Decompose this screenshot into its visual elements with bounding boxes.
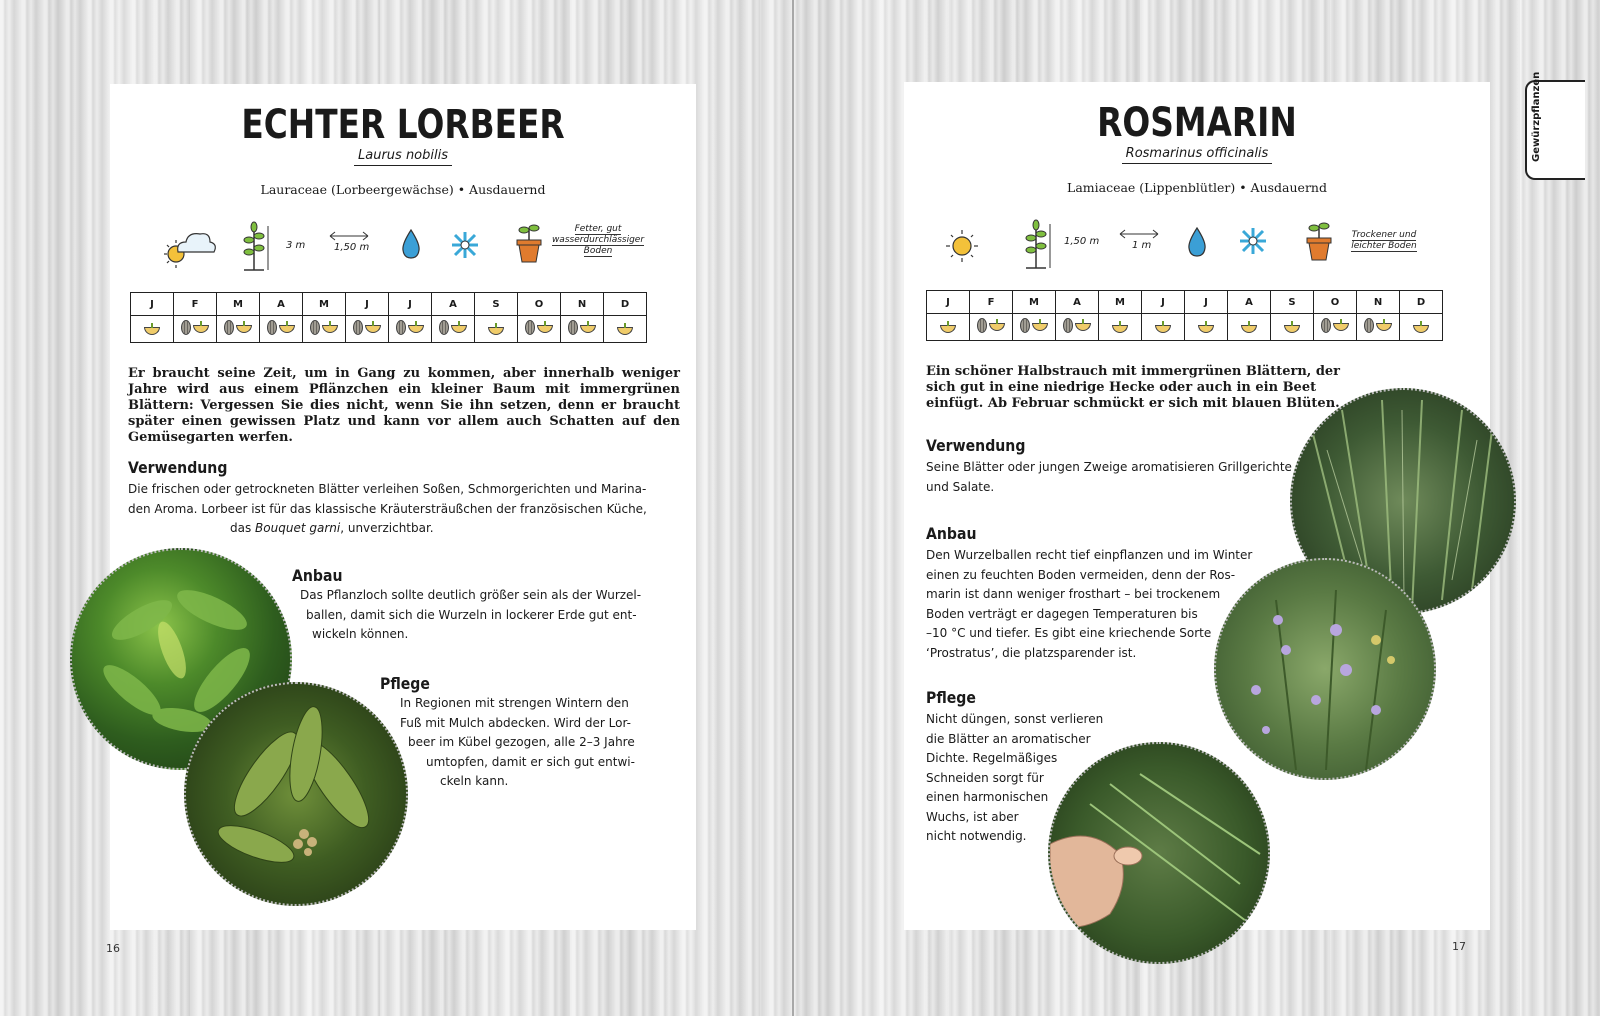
plant-family: Lauraceae (Lorbeergewächse) • Ausdauernd [260, 182, 546, 197]
calendar-cell [970, 314, 1013, 341]
sun-icon [944, 228, 980, 264]
seed-icon [525, 320, 535, 335]
width-arrow-icon [1118, 228, 1160, 240]
seedling-pot-icon [488, 323, 504, 335]
page-title: ROSMARIN [1097, 100, 1297, 146]
seed-icon [1321, 318, 1331, 333]
seedling-pot-icon [322, 321, 338, 333]
calendar-month: N [561, 293, 604, 316]
calendar-month: N [1357, 291, 1400, 314]
height-value: 1,50 m [1064, 236, 1100, 247]
care-icons [110, 220, 696, 280]
calendar-month: J [1185, 291, 1228, 314]
soil-note: Fetter, gut wasserdurchlässiger Boden [551, 224, 645, 256]
seedling-pot-icon [1032, 319, 1048, 331]
calendar-cell [561, 316, 604, 343]
intro-text: Ein schöner Halbstrauch mit immergrünen Blättern, der sich gut in eine niedrige Hecke oder auch in ein Beet einfügt. Ab Februar schmückt er sich mit blauen Blüten. [926, 364, 1341, 411]
verwendung-text: Seine Blätter oder jungen Zweige aromatisieren Grillgerichte und Salate. [926, 460, 1292, 494]
calendar-cell [1314, 314, 1357, 341]
sowing-calendar [130, 292, 647, 343]
pflege-heading: Pflege [380, 674, 430, 693]
calendar-cell [1357, 314, 1400, 341]
page-number: 16 [106, 942, 120, 955]
width-value: 1 m [1132, 240, 1152, 251]
intro-text: Er braucht seine Zeit, um in Gang zu kommen, aber innerhalb weniger Jahre wird aus einem Pflänzchen ein kleiner Baum mit immergrünen Blättern: Vergessen Sie dies nicht, wenn Sie ihn setzen, denn er braucht später einen gewissen Platz und kann vor allem auch Schatten auf den Gemüsegarten werfen. [128, 366, 680, 445]
seedling-pot-icon [1376, 319, 1392, 331]
calendar-month: J [389, 293, 432, 316]
seedling-pot-icon [1284, 321, 1300, 333]
verwendung-heading: Verwendung [926, 436, 1026, 455]
seedling-pot-icon [537, 321, 553, 333]
calendar-cell [346, 316, 389, 343]
rosemary-flowers-photo [1214, 558, 1436, 780]
seedling-pot-icon [365, 321, 381, 333]
water-drop-icon [1186, 226, 1208, 258]
seed-icon [181, 320, 191, 335]
pot-icon [1304, 220, 1334, 262]
calendar-cell [1271, 314, 1314, 341]
seedling-pot-icon [1198, 321, 1214, 333]
plant-family: Lamiaceae (Lippenblütler) • Ausdauernd [1067, 180, 1327, 195]
seedling-pot-icon [193, 321, 209, 333]
calendar-cell [1400, 314, 1443, 341]
calendar-month: A [260, 293, 303, 316]
calendar-cell [1228, 314, 1271, 341]
soil-note: Trockener und leichter Boden [1351, 230, 1417, 251]
seed-icon [1364, 318, 1374, 333]
calendar-cell [927, 314, 970, 341]
leaf-pattern [186, 684, 408, 906]
calendar-month: M [217, 293, 260, 316]
calendar-month: J [131, 293, 174, 316]
bay-branch-photo [184, 682, 408, 906]
calendar-cell [217, 316, 260, 343]
calendar-month: A [432, 293, 475, 316]
pflege-text: In Regionen mit strengen Wintern den Fuß mit Mulch abdecken. Wird der Lor- beer im Kübel gezogen, alle 2–3 Jahre umtopfen, damit er sich gut entwi- ckeln kann. [400, 696, 635, 788]
width-value: 1,50 m [334, 242, 370, 253]
water-drop-icon [400, 228, 422, 260]
calendar-month: O [518, 293, 561, 316]
seedling-pot-icon [451, 321, 467, 333]
seedling-pot-icon [1155, 321, 1171, 333]
calendar-cell [174, 316, 217, 343]
page-title: ECHTER LORBEER [241, 102, 565, 148]
flower-pattern [1216, 560, 1436, 780]
calendar-cell [604, 316, 647, 343]
calendar-month: M [303, 293, 346, 316]
calendar-cell [1056, 314, 1099, 341]
anbau-text: Den Wurzelballen recht tief einpflanzen und im Winter einen zu feuchten Boden vermeiden, denn der Ros- marin ist dann weniger frosthart – bei trockenem Boden verträgt er dagegen Temperaturen bis –10 °C und tiefer. Es gibt eine kriechende Sorte ‘Prostratus’, die platzsparender ist. [926, 548, 1253, 660]
width-arrow-icon [328, 230, 370, 242]
seed-icon [267, 320, 277, 335]
seed-icon [224, 320, 234, 335]
pflege-heading: Pflege [926, 688, 976, 707]
calendar-month: M [1099, 291, 1142, 314]
calendar-cell [518, 316, 561, 343]
seed-icon [977, 318, 987, 333]
calendar-cell [475, 316, 518, 343]
snowflake-icon [1238, 226, 1268, 256]
seedling-pot-icon [1241, 321, 1257, 333]
calendar-month: J [346, 293, 389, 316]
verwendung-text: Die frischen oder getrockneten Blätter verleihen Soßen, Schmorgerichten und Marina- den Aroma. Lorbeer ist für das klassische Kräutersträußchen der französischen Küche, das Bouquet garni, unverzichtbar. [128, 482, 647, 535]
seedling-pot-icon [408, 321, 424, 333]
seed-icon [396, 320, 406, 335]
anbau-text: Das Pflanzloch sollte deutlich größer sein als der Wurzel- ballen, damit sich die Wurzeln in lockerer Erde gut ent- wickeln können. [300, 588, 642, 641]
seed-icon [1063, 318, 1073, 333]
seedling-pot-icon [1112, 321, 1128, 333]
verwendung-heading: Verwendung [128, 458, 228, 477]
snowflake-icon [450, 230, 480, 260]
book-spine [792, 0, 794, 1016]
calendar-month: J [1142, 291, 1185, 314]
calendar-cell [131, 316, 174, 343]
pflege-text: Nicht düngen, sonst verlieren die Blätter an aromatischer Dichte. Regelmäßiges Schneiden sorgt für einen harmonischen Wuchs, ist aber nicht notwendig. [926, 712, 1104, 843]
calendar-cell [1099, 314, 1142, 341]
calendar-cell [389, 316, 432, 343]
calendar-cell [260, 316, 303, 343]
seed-icon [568, 320, 578, 335]
seedling-pot-icon [1333, 319, 1349, 331]
latin-name: Laurus nobilis [110, 148, 696, 163]
page-number: 17 [1452, 940, 1466, 953]
calendar-month: S [1271, 291, 1314, 314]
calendar-month: M [1013, 291, 1056, 314]
calendar-month: D [604, 293, 647, 316]
latin-name: Rosmarinus officinalis [904, 146, 1490, 161]
calendar-month: A [1228, 291, 1271, 314]
seedling-pot-icon [940, 321, 956, 333]
calendar-month: O [1314, 291, 1357, 314]
calendar-month: J [927, 291, 970, 314]
seedling-pot-icon [279, 321, 295, 333]
seedling-pot-icon [580, 321, 596, 333]
sowing-calendar [926, 290, 1443, 341]
seed-icon [310, 320, 320, 335]
sun-cloud-icon [158, 224, 218, 268]
seed-icon [1020, 318, 1030, 333]
calendar-month: S [475, 293, 518, 316]
section-tab[interactable]: Gewürzpflanzen [1525, 80, 1585, 180]
seed-icon [439, 320, 449, 335]
calendar-cell [303, 316, 346, 343]
seedling-pot-icon [144, 323, 160, 335]
calendar-month: F [174, 293, 217, 316]
hand-sprig-pattern [1050, 744, 1270, 964]
calendar-cell [1185, 314, 1228, 341]
rosemary-hand-photo [1048, 742, 1270, 964]
anbau-heading: Anbau [926, 524, 977, 543]
care-icons [904, 218, 1490, 278]
calendar-month: D [1400, 291, 1443, 314]
anbau-heading: Anbau [292, 566, 343, 585]
seedling-pot-icon [617, 323, 633, 335]
seedling-pot-icon [989, 319, 1005, 331]
height-value: 3 m [286, 240, 306, 251]
seedling-pot-icon [1075, 319, 1091, 331]
calendar-month: A [1056, 291, 1099, 314]
seedling-pot-icon [236, 321, 252, 333]
calendar-cell [1142, 314, 1185, 341]
calendar-month: F [970, 291, 1013, 314]
calendar-cell [1013, 314, 1056, 341]
calendar-cell [432, 316, 475, 343]
pot-icon [514, 222, 544, 264]
height-icon [240, 220, 290, 274]
seedling-pot-icon [1413, 321, 1429, 333]
seed-icon [353, 320, 363, 335]
